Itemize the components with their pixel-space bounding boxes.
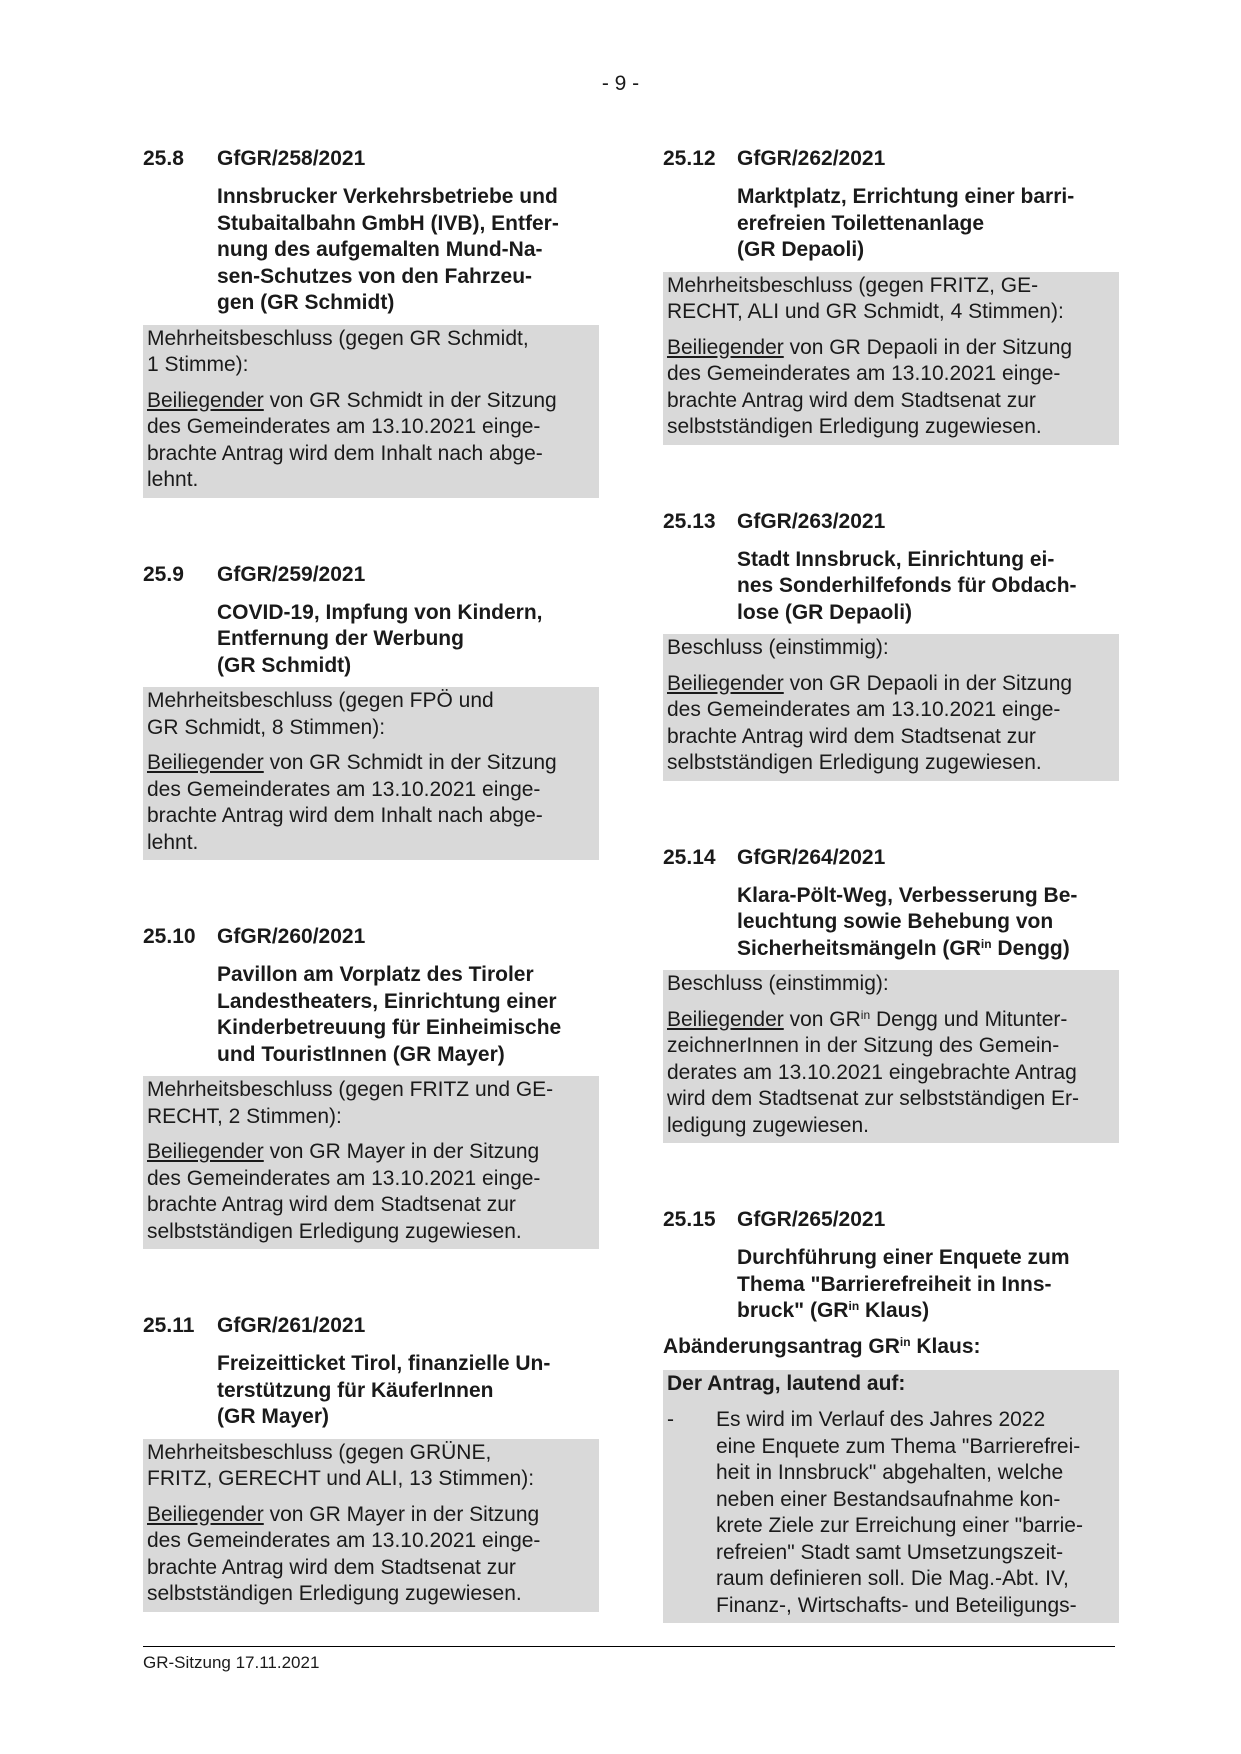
vote-result: Mehrheitsbeschluss (gegen GR Schmidt, 1 Stimme):	[147, 326, 529, 376]
item-title: Innsbrucker Verkehrsbetriebe und Stubaitalbahn GmbH (IVB), Entfer- nung des aufgemalten Mund-Na- sen-Schutzes von den Fahrzeu- gen (GR Schmidt)	[217, 185, 559, 314]
footer-text: GR-Sitzung 17.11.2021	[143, 1653, 320, 1672]
footer-divider	[143, 1646, 1115, 1647]
vote-result: Beschluss (einstimmig):	[667, 636, 889, 659]
amendment-bullet	[667, 1407, 1114, 1619]
vote-result: Mehrheitsbeschluss (gegen FRITZ, GE- RECHT, ALI und GR Schmidt, 4 Stimmen):	[667, 273, 1064, 323]
resolution-box	[663, 970, 1119, 1143]
item-number: 25.13	[663, 509, 716, 533]
item-title: Stadt Innsbruck, Einrichtung ei- nes Sonderhilfefonds für Obdach- lose (GR Depaoli)	[737, 547, 1077, 624]
item-code: GfGR/259/2021	[217, 562, 366, 586]
resolution-text: Beiliegender von GR Schmidt in der Sitzung des Gemeinderates am 13.10.2021 einge- brachte Antrag wird dem Inhalt nach abge- lehnt.	[147, 751, 557, 854]
resolution-box	[143, 1076, 599, 1249]
item-title: Durchführung einer Enquete zum Thema "Barrierefreiheit in Inns- bruck" ($GR^{in}$ Klaus)	[737, 1246, 1070, 1322]
item-code: GfGR/264/2021	[737, 845, 886, 869]
agenda-item-25-15	[663, 1206, 1119, 1623]
vote-result: Mehrheitsbeschluss (gegen GRÜNE, FRITZ, GERECHT und ALI, 13 Stimmen):	[147, 1440, 535, 1490]
resolution-text: Beiliegender von GR Mayer in der Sitzung des Gemeinderates am 13.10.2021 einge- brachte Antrag wird dem Stadtsenat zur selbstständigen Erledigung zugewiesen.	[147, 1502, 541, 1605]
amendment-box	[663, 1401, 1119, 1623]
page-number: - 9 -	[601, 72, 640, 95]
resolution-text: Beiliegender von $GR^{in}$ Dengg und Mitunter- zeichnerInnen in der Sitzung des Gemein- derates am 13.10.2021 eingebrachte Antrag wird dem Stadtsenat zur selbstständigen Er- ledigung zugewiesen.	[667, 1007, 1080, 1137]
item-number: 25.12	[663, 147, 716, 170]
item-code: GfGR/261/2021	[217, 1314, 366, 1337]
item-title: Marktplatz, Errichtung einer barri- erefreien Toilettenanlage (GR Depaoli)	[737, 185, 1075, 261]
resolution-box	[663, 634, 1119, 781]
amendment-heading: Abänderungsantrag $GR^{in}$ Klaus:	[663, 1334, 981, 1358]
item-code: GfGR/265/2021	[737, 1208, 886, 1231]
vote-result: Mehrheitsbeschluss (gegen FPÖ und GR Schmidt, 8 Stimmen):	[147, 689, 494, 739]
item-number: 25.11	[143, 1314, 195, 1337]
resolution-box	[143, 687, 599, 860]
agenda-item-25-14	[663, 844, 1119, 1144]
item-number: 25.10	[143, 925, 196, 948]
right-column	[663, 145, 1119, 1623]
resolution-text: Beiliegender von GR Mayer in der Sitzung des Gemeinderates am 13.10.2021 einge- brachte Antrag wird dem Stadtsenat zur selbstständigen Erledigung zugewiesen.	[147, 1140, 541, 1243]
amendment-title-box: Der Antrag, lautend auf:	[663, 1370, 1119, 1402]
resolution-box	[143, 1439, 599, 1612]
item-title: Freizeitticket Tirol, finanzielle Un- terstützung für KäuferInnen (GR Mayer)	[217, 1352, 551, 1428]
agenda-item-25-10	[143, 923, 599, 1249]
item-code: GfGR/260/2021	[217, 925, 366, 948]
resolution-box	[143, 325, 599, 498]
agenda-item-25-11	[143, 1312, 599, 1612]
agenda-item-25-9	[143, 561, 599, 861]
item-number: 25.9	[143, 562, 184, 586]
resolution-text: Beiliegender von GR Schmidt in der Sitzung des Gemeinderates am 13.10.2021 einge- brachte Antrag wird dem Inhalt nach abge- lehnt.	[147, 388, 557, 491]
item-title: COVID-19, Impfung von Kindern, Entfernung der Werbung (GR Schmidt)	[217, 600, 543, 677]
resolution-text: Beiliegender von GR Depaoli in der Sitzung des Gemeinderates am 13.10.2021 einge- brachte Antrag wird dem Stadtsenat zur selbstständigen Erledigung zugewiesen.	[667, 335, 1073, 438]
resolution-box	[663, 272, 1119, 445]
vote-result: Mehrheitsbeschluss (gegen FRITZ und GE- RECHT, 2 Stimmen):	[147, 1078, 554, 1128]
left-column	[143, 145, 599, 1612]
bullet-dash: -	[667, 1408, 674, 1431]
item-number: 25.15	[663, 1208, 716, 1231]
agenda-item-25-12	[663, 145, 1119, 445]
resolution-text: Beiliegender von GR Depaoli in der Sitzung des Gemeinderates am 13.10.2021 einge- brachte Antrag wird dem Stadtsenat zur selbstständigen Erledigung zugewiesen.	[667, 671, 1073, 774]
item-code: GfGR/263/2021	[737, 509, 886, 533]
item-code: GfGR/262/2021	[737, 147, 886, 170]
item-title: Klara-Pölt-Weg, Verbesserung Be- leuchtung sowie Behebung von Sicherheitsmängeln ($GR^{in}$ Dengg)	[737, 883, 1078, 960]
agenda-item-25-8	[143, 145, 599, 498]
bullet-text: Es wird im Verlauf des Jahres 2022 eine Enquete zum Thema "Barrierefrei- heit in Innsbruck" abgehalten, welche neben einer Bestandsaufnahme kon- krete Ziele zur Erreichung einer "barrie- refreien" Stadt samt Umsetzungszeit- raum definieren soll. Die Mag.-Abt. IV, Finanz-, Wirtschafts- und Beteiligungs-	[716, 1408, 1083, 1617]
item-code: GfGR/258/2021	[217, 147, 366, 170]
item-number: 25.14	[663, 845, 716, 869]
item-title: Pavillon am Vorplatz des Tiroler Landestheaters, Einrichtung einer Kinderbetreuung für Einheimische und TouristInnen (GR Mayer)	[217, 963, 562, 1066]
agenda-item-25-13	[663, 508, 1119, 781]
item-number: 25.8	[143, 147, 184, 170]
vote-result: Beschluss (einstimmig):	[667, 972, 889, 995]
